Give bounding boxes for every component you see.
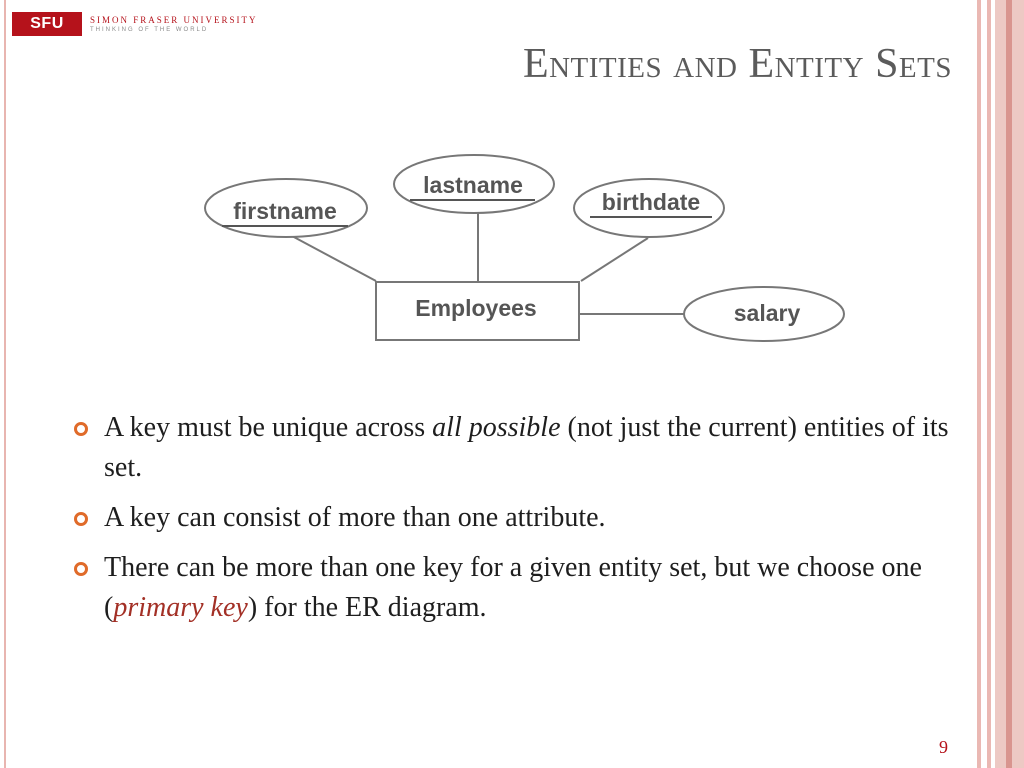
bullet-text: (not just the current) entities of its set.	[104, 412, 949, 483]
bullet-text: A key can consist of more than one attribute.	[104, 502, 606, 533]
connector-firstname	[292, 236, 376, 281]
logo-mark: SFU	[12, 12, 82, 36]
bullet-list	[74, 408, 954, 638]
attribute-label-lastname: lastname	[423, 172, 523, 198]
primary-key-term: primary key	[113, 592, 248, 623]
bullet-text: There can be more than one key for a given entity set, but we choose one (	[104, 552, 922, 623]
bullet-text: A key must be unique across	[104, 412, 433, 443]
attribute-label-birthdate: birthdate	[601, 189, 701, 215]
bullet-icon	[74, 562, 88, 576]
bullet-item	[74, 408, 954, 488]
slide-title: Entities and Entity Sets	[522, 41, 952, 87]
entity-label: Employees	[415, 295, 537, 321]
connector-birthdate	[581, 238, 648, 281]
bullet-text: ) for the ER diagram.	[247, 592, 487, 623]
bullet-item	[74, 548, 954, 628]
bullet-emphasis: all possible	[432, 412, 561, 443]
logo-tagline: THINKING OF THE WORLD	[90, 26, 209, 33]
bullet-item	[74, 498, 954, 538]
attribute-label-firstname: firstname	[233, 198, 337, 224]
attribute-label-salary: salary	[733, 300, 801, 326]
page-number: 9	[939, 737, 948, 757]
bullet-icon	[74, 422, 88, 436]
logo-name: SIMON FRASER UNIVERSITY	[90, 14, 258, 25]
bullet-icon	[74, 512, 88, 526]
